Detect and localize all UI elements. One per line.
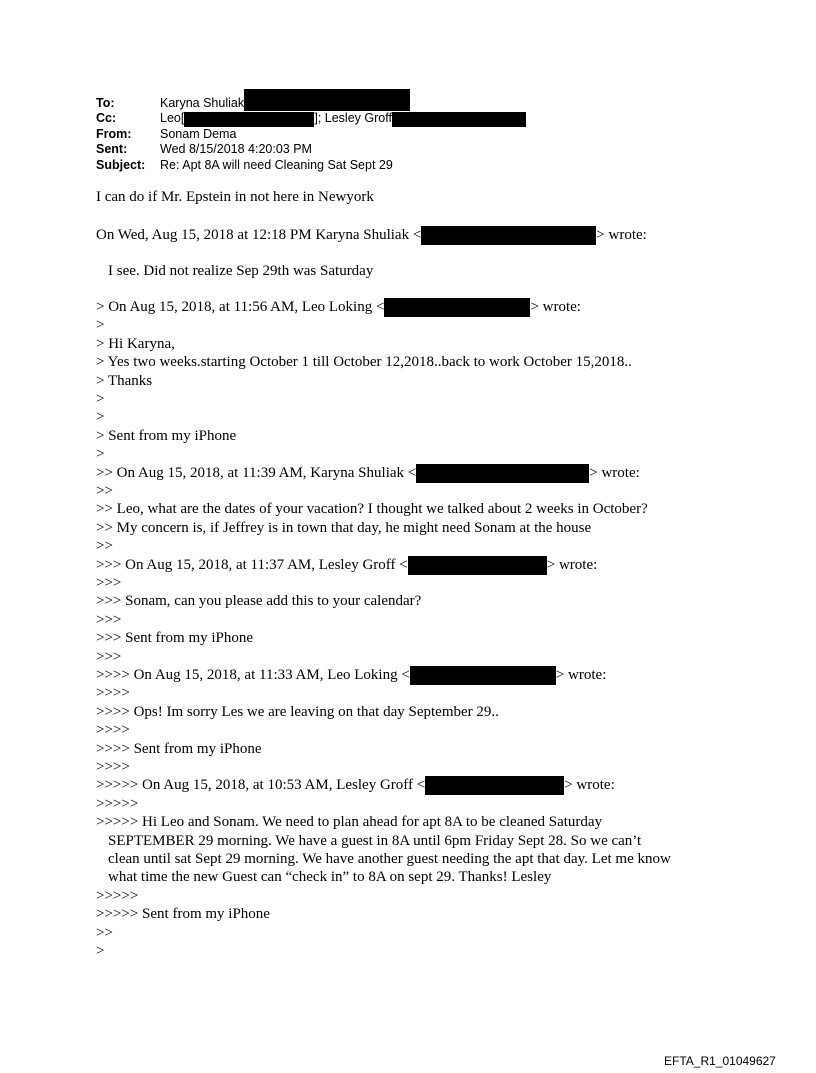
from-value: Sonam Dema — [160, 126, 237, 141]
quote-intro-line: >> On Aug 15, 2018, at 11:39 AM, Karyna Shuliak < > wrote: — [96, 465, 640, 481]
redaction-box — [408, 556, 547, 575]
from-row — [96, 127, 526, 142]
body-line: > Sent from my iPhone — [96, 428, 237, 444]
body-line: > — [96, 409, 105, 425]
quote-intro-line: On Wed, Aug 15, 2018 at 12:18 PM Karyna Shuliak < > wrote: — [96, 227, 647, 243]
body-line: clean until sat Sept 29 morning. We have another guest needing the apt that day. Let me know — [108, 851, 671, 867]
sent-label: Sent: — [96, 142, 128, 157]
body-line: >>> Sent from my iPhone — [96, 630, 254, 646]
redaction-box — [384, 298, 530, 317]
body-line: >>>> — [96, 759, 130, 775]
body-line: > — [96, 391, 105, 407]
to-label: To: — [96, 96, 115, 110]
body-line: what time the new Guest can “check in” to 8A on sept 29. Thanks! Lesley — [108, 869, 552, 885]
cc-label: Cc: — [96, 111, 117, 126]
body-line: >>> — [96, 575, 122, 591]
subject-row — [96, 158, 526, 173]
sent-value: Wed 8/15/2018 4:20:03 PM — [160, 142, 312, 157]
redaction-box — [184, 112, 314, 127]
body-line: >>>> Sent from my iPhone — [96, 741, 262, 757]
body-line: I see. Did not realize Sep 29th was Saturday — [108, 263, 374, 279]
redaction-box — [244, 89, 410, 111]
body-line: >> — [96, 483, 113, 499]
email-header — [96, 96, 526, 173]
body-line: >> — [96, 538, 113, 554]
body-line: >>>> — [96, 722, 130, 738]
cc-value-end: ]; Lesley Groff — [314, 111, 392, 126]
body-line: >>>> — [96, 685, 130, 701]
redaction-box — [425, 776, 564, 795]
sent-row — [96, 142, 526, 157]
body-line: >>>>> — [96, 796, 139, 812]
body-line: >>>>> — [96, 888, 139, 904]
body-line: >>> — [96, 612, 122, 628]
body-line: >> — [96, 925, 113, 941]
subject-label: Subject: — [96, 157, 146, 172]
body-line: > Hi Karyna, — [96, 336, 175, 352]
from-label: From: — [96, 126, 132, 141]
to-row — [96, 96, 526, 111]
redaction-box — [421, 226, 596, 245]
body-line: >>>>> Hi Leo and Sonam. We need to plan ahead for apt 8A to be cleaned Saturday — [96, 814, 603, 830]
quote-intro-line: > On Aug 15, 2018, at 11:56 AM, Leo Loking < > wrote: — [96, 299, 581, 315]
redaction-box — [416, 464, 589, 483]
body-line: >>> — [96, 649, 122, 665]
cc-value-start: Leo[ — [160, 111, 185, 126]
redaction-box — [392, 112, 526, 127]
body-line: > — [96, 943, 105, 959]
quote-intro-line: >>>>> On Aug 15, 2018, at 10:53 AM, Lesley Groff < > wrote: — [96, 777, 615, 793]
body-line: > — [96, 317, 105, 333]
body-line: >> My concern is, if Jeffrey is in town that day, he might need Sonam at the house — [96, 520, 592, 536]
cc-row — [96, 111, 526, 126]
body-line: > — [96, 446, 105, 462]
subject-value: Re: Apt 8A will need Cleaning Sat Sept 29 — [160, 157, 393, 172]
body-line: >>>>> Sent from my iPhone — [96, 906, 270, 922]
quote-intro-line: >>> On Aug 15, 2018, at 11:37 AM, Lesley Groff < > wrote: — [96, 557, 598, 573]
document-id: EFTA_R1_01049627 — [664, 1054, 776, 1068]
body-line: I can do if Mr. Epstein in not here in Newyork — [96, 189, 374, 205]
body-line: >>>> Ops! Im sorry Les we are leaving on that day September 29.. — [96, 704, 499, 720]
to-value: Karyna Shuliak — [160, 96, 245, 110]
body-line: > Thanks — [96, 373, 153, 389]
redaction-box — [410, 666, 556, 685]
body-line: SEPTEMBER 29 morning. We have a guest in 8A until 6pm Friday Sept 28. So we can’t — [108, 833, 642, 849]
body-line: >> Leo, what are the dates of your vacation? I thought we talked about 2 weeks in October? — [96, 501, 648, 517]
body-line: > Yes two weeks.starting October 1 till October 12,2018..back to work October 15,2018.. — [96, 354, 632, 370]
body-line: >>> Sonam, can you please add this to your calendar? — [96, 593, 422, 609]
quote-intro-line: >>>> On Aug 15, 2018, at 11:33 AM, Leo Loking < > wrote: — [96, 667, 607, 683]
